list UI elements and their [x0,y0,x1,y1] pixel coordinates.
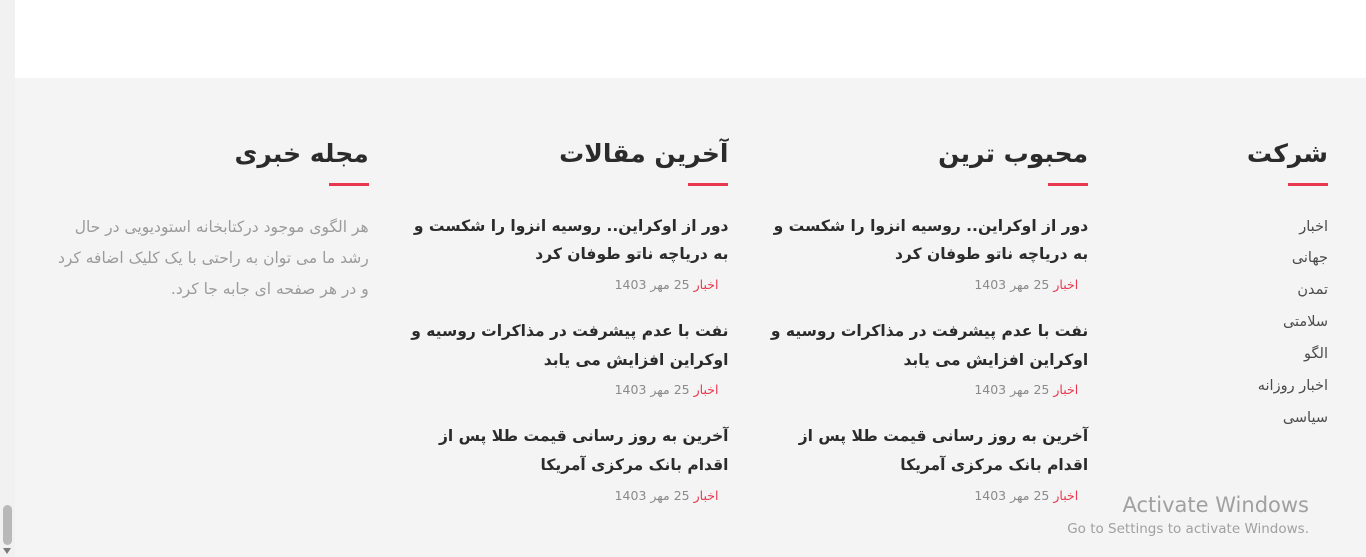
post-meta [764,486,1088,506]
scrollbar-thumb[interactable] [3,505,12,545]
title-underline [1048,183,1088,186]
post-date: 25 مهر 1403 [614,382,690,398]
title-underline [329,183,369,186]
most-popular-column-title: محبوب ترین [938,139,1089,168]
link-item-daily-news[interactable]: اخبار روزانه [1257,377,1328,394]
scrollbar-down-arrow-icon[interactable] [3,548,11,554]
post-category[interactable]: اخبار [693,487,719,503]
post-category[interactable]: اخبار [693,276,719,292]
footer-column-latest-articles [387,138,747,528]
link-item-world[interactable]: جهانی [1291,250,1328,267]
brand-title: مجله خبری [234,139,369,168]
post-title-link[interactable]: آخرین به روز رسانی قیمت طلا پس از اقدام بانک مرکزی آمریکا [798,427,1089,474]
post-meta [764,380,1088,400]
list-item [405,317,729,400]
footer-column-brand [35,138,387,528]
post-title-link[interactable]: نفت با عدم پیشرفت در مذاکرات روسیه و اوکراین افزایش می یابد [770,321,1089,369]
post-category[interactable]: اخبار [1053,276,1079,292]
page-scrollbar[interactable] [0,0,16,557]
post-title-link[interactable]: نفت با عدم پیشرفت در مذاکرات روسیه و اوکراین افزایش می یابد [411,321,729,369]
link-item-template[interactable]: الگو [1304,346,1328,363]
footer-columns [15,78,1366,528]
list-item [405,422,729,505]
link-item-news[interactable]: اخبار [1299,218,1328,235]
windows-activation-watermark [1067,492,1309,537]
post-title-link[interactable]: دور از اوکراین.. روسیه انزوا را شکست و به دریاچه ناتو طوفان کرد [773,216,1089,264]
post-meta [405,275,729,295]
title-underline [688,183,728,186]
post-meta [405,486,729,506]
footer-column-company [1106,138,1346,528]
post-title-link[interactable]: دور از اوکراین.. روسیه انزوا را شکست و به دریاچه ناتو طوفان کرد [413,216,729,264]
post-category[interactable]: اخبار [1053,487,1079,503]
company-link-list [1124,212,1328,435]
footer-column-most-popular [746,138,1106,528]
list-item [764,212,1088,295]
latest-articles-column-title: آخرین مقالات [559,139,729,168]
activation-title: Activate Windows [1122,492,1309,517]
brand-description: هر الگوی موجود درکتابخانه استودیویی در حال رشد ما می توان به راحتی با یک کلیک اضافه کرد و در هر صفحه ای جابه جا کرد. [57,217,369,298]
company-column-title: شرکت [1246,139,1328,168]
title-underline [1288,183,1328,186]
post-date: 25 مهر 1403 [614,276,690,292]
site-footer [15,78,1366,557]
post-category[interactable]: اخبار [1053,382,1079,398]
content-area-above-footer [15,0,1366,78]
post-date: 25 مهر 1403 [974,382,1050,398]
post-date: 25 مهر 1403 [614,487,690,503]
activation-subtitle: Go to Settings to activate Windows. [1067,521,1309,537]
link-item-political[interactable]: سیاسی [1282,409,1328,426]
list-item [405,212,729,295]
link-item-health[interactable]: سلامتی [1282,314,1328,331]
link-item-civilization[interactable]: تمدن [1297,282,1328,299]
post-title-link[interactable]: آخرین به روز رسانی قیمت طلا پس از اقدام بانک مرکزی آمریکا [438,427,729,474]
post-meta [405,380,729,400]
post-meta [764,275,1088,295]
list-item [764,317,1088,400]
post-category[interactable]: اخبار [693,382,719,398]
post-date: 25 مهر 1403 [974,487,1050,503]
list-item [764,422,1088,505]
post-date: 25 مهر 1403 [974,276,1050,292]
